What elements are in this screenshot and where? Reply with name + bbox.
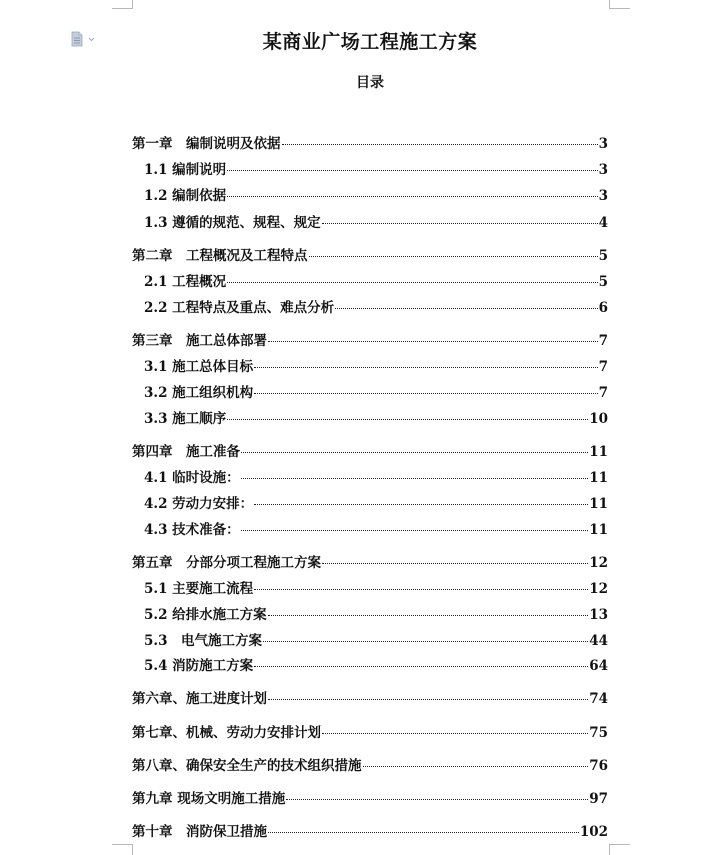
- dot-leader: [268, 832, 579, 833]
- toc-section-link[interactable]: [144, 407, 608, 427]
- toc-page-number: 13: [589, 607, 608, 623]
- crop-mark-top-left: [112, 0, 133, 9]
- toc-page-number: 5: [598, 274, 608, 290]
- toc-page-number: 6: [598, 300, 608, 316]
- dot-leader: [254, 666, 588, 667]
- dot-leader: [322, 563, 588, 564]
- toc-chapter-link[interactable]: [132, 329, 608, 349]
- toc-page-number: 12: [589, 581, 608, 597]
- toc-section-link[interactable]: [144, 492, 608, 512]
- toc-page-number: 3: [598, 188, 608, 204]
- toc-entry-label: 第六章、施工进度计划: [132, 691, 267, 707]
- toc-section-link[interactable]: [144, 603, 608, 623]
- toc-entry-label: 3.1 施工总体目标: [144, 359, 254, 375]
- toc-section-link[interactable]: [144, 270, 608, 290]
- toc-entry-label: 1.2 编制依据: [144, 188, 227, 204]
- dot-leader: [241, 530, 589, 531]
- toc-page-number: 11: [589, 444, 608, 460]
- toc-page-number: 64: [589, 658, 608, 674]
- toc-chapter-link[interactable]: [132, 440, 608, 460]
- toc-section-link[interactable]: [144, 466, 608, 486]
- dot-leader: [268, 615, 589, 616]
- document-title: 某商业广场工程施工方案: [262, 31, 478, 53]
- toc-entry-label: 第八章、确保安全生产的技术组织措施: [132, 758, 362, 774]
- dot-leader: [254, 393, 597, 394]
- toc-section-link[interactable]: [144, 654, 608, 674]
- toc-entry-label: 第二章 工程概况及工程特点: [132, 248, 308, 264]
- toc-chapter-link[interactable]: [132, 132, 608, 152]
- toc-page-number: 74: [589, 691, 608, 707]
- toc-chapter-link[interactable]: [132, 551, 608, 571]
- dot-leader: [227, 419, 588, 420]
- dot-leader: [227, 170, 597, 171]
- toc-section-link[interactable]: [144, 629, 608, 649]
- toc-entry-label: 第三章 施工总体部署: [132, 333, 267, 349]
- toc-entry-label: 第九章 现场文明施工措施: [132, 791, 286, 807]
- toc-page-number: 75: [589, 725, 608, 741]
- toc-page-number: 10: [589, 411, 608, 427]
- toc-section-link[interactable]: [144, 577, 608, 597]
- toc-section-link[interactable]: [144, 158, 608, 178]
- toc-entry-label: 第十章 消防保卫措施: [132, 824, 267, 840]
- toc-page-number: 11: [589, 470, 608, 486]
- toc-page-number: 76: [589, 758, 608, 774]
- dot-leader: [241, 452, 588, 453]
- toc-entry-label: 第一章 编制说明及依据: [132, 136, 281, 152]
- toc-entry-label: 5.3 电气施工方案: [144, 633, 262, 649]
- toc-page-number: 4: [598, 215, 608, 231]
- toc-page-number: 11: [589, 522, 608, 538]
- dot-leader: [241, 478, 589, 479]
- dot-leader: [254, 367, 597, 368]
- dot-leader: [335, 308, 597, 309]
- toc-page-number: 11: [589, 496, 608, 512]
- toc-chapter-link[interactable]: [132, 244, 608, 264]
- toc-chapter-link[interactable]: [132, 687, 608, 707]
- toc-section-link[interactable]: [144, 355, 608, 375]
- dot-leader: [268, 699, 588, 700]
- toc-entry-label: 5.1 主要施工流程: [144, 581, 254, 597]
- toc-chapter-link[interactable]: [132, 754, 608, 774]
- dot-leader: [309, 256, 598, 257]
- toc-chapter-link[interactable]: [132, 820, 608, 840]
- crop-mark-bottom-left: [112, 844, 133, 855]
- toc-entry-label: 第七章、机械、劳动力安排计划: [132, 725, 321, 741]
- toc-entry-label: 2.2 工程特点及重点、难点分析: [144, 300, 335, 316]
- dot-leader: [254, 589, 588, 590]
- toc-page-number: 44: [589, 633, 608, 649]
- toc-entry-label: 4.3 技术准备：: [144, 522, 240, 538]
- toc-entry-label: 4.2 劳动力安排：: [144, 496, 254, 512]
- toc-page-number: 3: [598, 136, 608, 152]
- toc-chapter-link[interactable]: [132, 721, 608, 741]
- toc-entry-label: 第四章 施工准备: [132, 444, 240, 460]
- toc-entry-label: 3.2 施工组织机构: [144, 385, 254, 401]
- toc-page-number: 12: [589, 555, 608, 571]
- toc-entry-label: 3.3 施工顺序: [144, 411, 227, 427]
- toc-section-link[interactable]: [144, 184, 608, 204]
- toc-page-number: 102: [579, 824, 608, 840]
- toc-section-link[interactable]: [144, 518, 608, 538]
- dot-leader: [363, 766, 589, 767]
- toc-page-number: 7: [598, 385, 608, 401]
- toc-heading: 目录: [356, 75, 384, 91]
- dot-leader: [282, 144, 598, 145]
- toc-section-link[interactable]: [144, 381, 608, 401]
- crop-mark-bottom-right: [609, 844, 630, 855]
- toc-page-number: 5: [598, 248, 608, 264]
- dot-leader: [227, 196, 597, 197]
- toc-page-number: 3: [598, 162, 608, 178]
- dot-leader: [254, 504, 588, 505]
- crop-mark-top-right: [609, 0, 630, 9]
- dot-leader: [227, 282, 597, 283]
- toc-entry-label: 第五章 分部分项工程施工方案: [132, 555, 321, 571]
- toc-page-number: 97: [589, 791, 608, 807]
- toc-page-number: 7: [598, 359, 608, 375]
- dot-leader: [322, 733, 588, 734]
- toc-entry-label: 1.3 遵循的规范、规程、规定: [144, 215, 321, 231]
- dot-leader: [263, 641, 588, 642]
- toc-entry-label: 2.1 工程概况: [144, 274, 227, 290]
- dot-leader: [322, 223, 598, 224]
- toc-entry-label: 5.2 给排水施工方案: [144, 607, 267, 623]
- toc-entry-label: 1.1 编制说明: [144, 162, 227, 178]
- toc-entry-label: 5.4 消防施工方案: [144, 658, 254, 674]
- toc-chapter-link[interactable]: [132, 787, 608, 807]
- toc-entry-label: 4.1 临时设施：: [144, 470, 240, 486]
- toc-page-number: 7: [598, 333, 608, 349]
- dot-leader: [268, 341, 598, 342]
- toc-section-link[interactable]: [144, 211, 608, 231]
- toc-section-link[interactable]: [144, 296, 608, 316]
- dot-leader: [286, 799, 588, 800]
